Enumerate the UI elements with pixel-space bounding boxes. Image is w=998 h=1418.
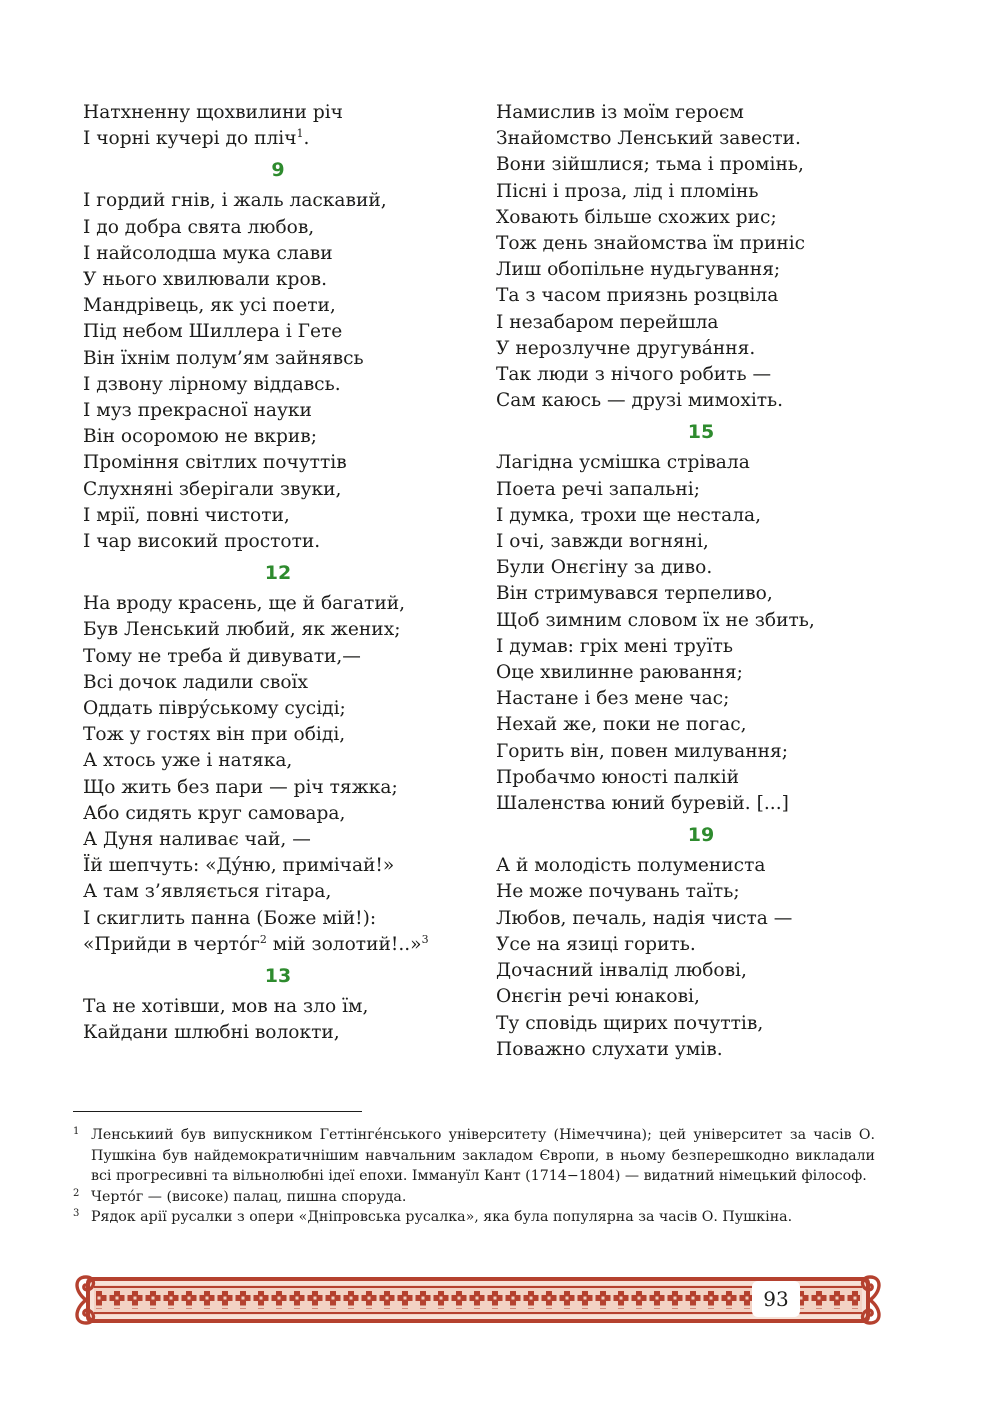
verse-line: І думка, трохи ще нестала, [496, 504, 761, 526]
verse-line: Ту сповідь щирих почуттів, [496, 1012, 764, 1034]
verse-line: Так люди з нічого робить — [496, 364, 772, 386]
verse-line: Він стримувався терпеливо, [496, 583, 773, 605]
verse-line: І дзвону лірному віддавсь. [83, 373, 341, 395]
verse-line: Він їхнім полум’ям зайнявсь [83, 347, 364, 369]
verse-line: Під небом Шиллера і Гете [83, 321, 343, 343]
verse-line: Тож у гостях він при обіді, [83, 724, 346, 746]
verse-line: Поета речі запальні; [496, 478, 700, 500]
verse-line: Пробачмо юності палкій [496, 766, 740, 788]
verse-line: І гордий гнів, і жаль ласкавий, [83, 190, 387, 212]
verse-line: Пісні і проза, лід і пломінь [496, 180, 759, 202]
footnote-text: Ленськиий був випускником Геттінгéнського університету (Німеччина); цей університет за часів О. Пушкіна був найдемократичнішим навчальним закладом Європи, в ньому безперешкодно викладали всі прогресивні та вільнолюбні ідеї епохи. Іммануїл Кант (1714−1804) — видатний німецький філософ. [91, 1127, 875, 1184]
footnote-divider [73, 1111, 362, 1112]
verse-line: А там з’являється гітара, [83, 881, 332, 903]
footnote-item [73, 1187, 875, 1208]
verse-line: На вроду красень, ще й багатий, [83, 593, 406, 615]
verse-line: І чар високий простоти. [83, 531, 321, 553]
verse-line: Онєгін речі юнакові, [496, 986, 700, 1008]
verse-line: Всі дочок ладили своїх [83, 671, 308, 693]
verse-line: Не може почувань таїть; [496, 881, 740, 903]
footnote-item [73, 1125, 875, 1187]
verse-line: А хтось уже і натяка, [83, 750, 293, 772]
verse-line: Що жить без пари — річ тяжка; [83, 776, 398, 798]
verse-line: Та з часом приязнь розцвіла [496, 285, 779, 307]
stanza-number: 12 [264, 562, 292, 585]
footnotes [73, 1125, 875, 1228]
footnote-mark: 1 [73, 1126, 80, 1137]
verse-line: Лиш обопільне нудьгування; [496, 259, 781, 281]
verse-line: І мрії, повні чистоти, [83, 504, 290, 526]
verse-line: Тому не треба й дивувати,— [83, 645, 361, 667]
verse-line: А й молодість полумениста [496, 855, 766, 877]
verse-line: Поважно слухати умів. [496, 1038, 723, 1060]
verse-line: Дочасний інвалід любові, [496, 960, 747, 982]
verse-line: І очі, завжди вогняні, [496, 531, 709, 553]
verse-line: Був Ленський любий, як жених; [83, 619, 401, 641]
stanza-12 [83, 591, 473, 958]
footnote-mark: 3 [73, 1208, 80, 1219]
verse-line: У нерозлучне другувáння. [496, 337, 756, 359]
footnote-text: Рядок арії русалки з опери «Дніпровська русалка», яка була популярна за часів О. Пушкіна. [91, 1209, 793, 1225]
verse-line: Лагідна усмішка стрівала [496, 452, 750, 474]
verse-line: У нього хвилювали кров. [83, 269, 328, 291]
verse-line: Шаленства юний буревій. [...] [496, 793, 789, 815]
verse-line: Мандрівець, як усі поети, [83, 295, 336, 317]
verse-line: Знайомство Ленський завести. [496, 128, 801, 150]
verse-line: І чорні кучері до пліч$^1$. [83, 127, 310, 150]
verse-line: Кайдани шлюбні волокти, [83, 1022, 340, 1044]
footnote-ref[interactable]: 1 [296, 127, 304, 141]
verse-line: І незабаром перейшла [496, 311, 719, 333]
verse-line: Їй шепчуть: «Дýню, примічай!» [83, 855, 395, 877]
verse-line: Тож день знайомства їм приніс [496, 233, 806, 255]
verse-line: Горить він, повен милування; [496, 740, 789, 762]
footnote-ref[interactable]: 2 [259, 932, 267, 946]
stanza-9 [83, 188, 473, 555]
verse-line: Або сидять круг самовара, [83, 802, 346, 824]
stanza-number: 9 [271, 159, 285, 182]
footnote-mark: 2 [73, 1187, 80, 1199]
verse-line: Настане і без мене час; [496, 688, 730, 710]
verse-line: Нехай же, поки не погас, [496, 714, 747, 736]
verse-line: Та не хотівши, мов на зло їм, [83, 996, 369, 1018]
verse-line: І думав: гріх мені труїть [496, 635, 734, 657]
verse-line: Вони зійшлися; тьма і промінь, [496, 154, 804, 176]
verse-line: Ховають більше схожих рис; [496, 206, 777, 228]
verse-line: І скиглить панна (Боже мій!): [83, 907, 377, 929]
verse-line: Сам каюсь — друзі мимохіть. [496, 390, 784, 412]
verse-line: Оце хвилинне раювання; [496, 662, 743, 684]
footnote-item [73, 1207, 875, 1228]
left-column [83, 100, 473, 1047]
verse-line: А Дуня наливає чай, — [83, 829, 311, 851]
verse-line: І до добра свята любов, [83, 216, 315, 238]
verse-line: Щоб зимним словом їх не збить, [496, 609, 815, 631]
verse-line: Натхненну щохвилини річ [83, 102, 343, 123]
footnote-ref[interactable]: 3 [421, 932, 429, 946]
verse-line: Проміння світлих почуттів [83, 452, 347, 474]
verse-line: Він осоромою не вкрив; [83, 426, 317, 448]
verse-line: Оддать піврýському сусіді; [83, 698, 346, 720]
verse-line: І муз прекрасної науки [83, 400, 312, 422]
verse-line: Слухняні зберігали звуки, [83, 478, 342, 500]
right-column [496, 100, 906, 1063]
verse-line: Були Онєгіну за диво. [496, 557, 713, 579]
stanza-number: 13 [264, 965, 292, 988]
stanza-13 [83, 994, 473, 1046]
stanza-13-continued [496, 100, 906, 414]
footnote-text: Чертóг — (високе) палац, пишна споруда. [91, 1188, 407, 1205]
verse-line: «Прийди в чертóг$^2$ мій золотий!..»$^3$ [83, 932, 429, 955]
verse-line: Намислив із моїм героєм [496, 102, 744, 123]
verse-line: Любов, печаль, надія чиста — [496, 907, 793, 929]
verse-line: Усе на язиці горить. [496, 933, 696, 955]
page-number: 93 [752, 1281, 800, 1317]
stanza-15 [496, 450, 906, 817]
stanza-19 [496, 853, 906, 1063]
verse-line: І найсолодша мука слави [83, 242, 333, 264]
stanza-number: 15 [687, 421, 715, 444]
stanza-number: 19 [687, 824, 715, 847]
